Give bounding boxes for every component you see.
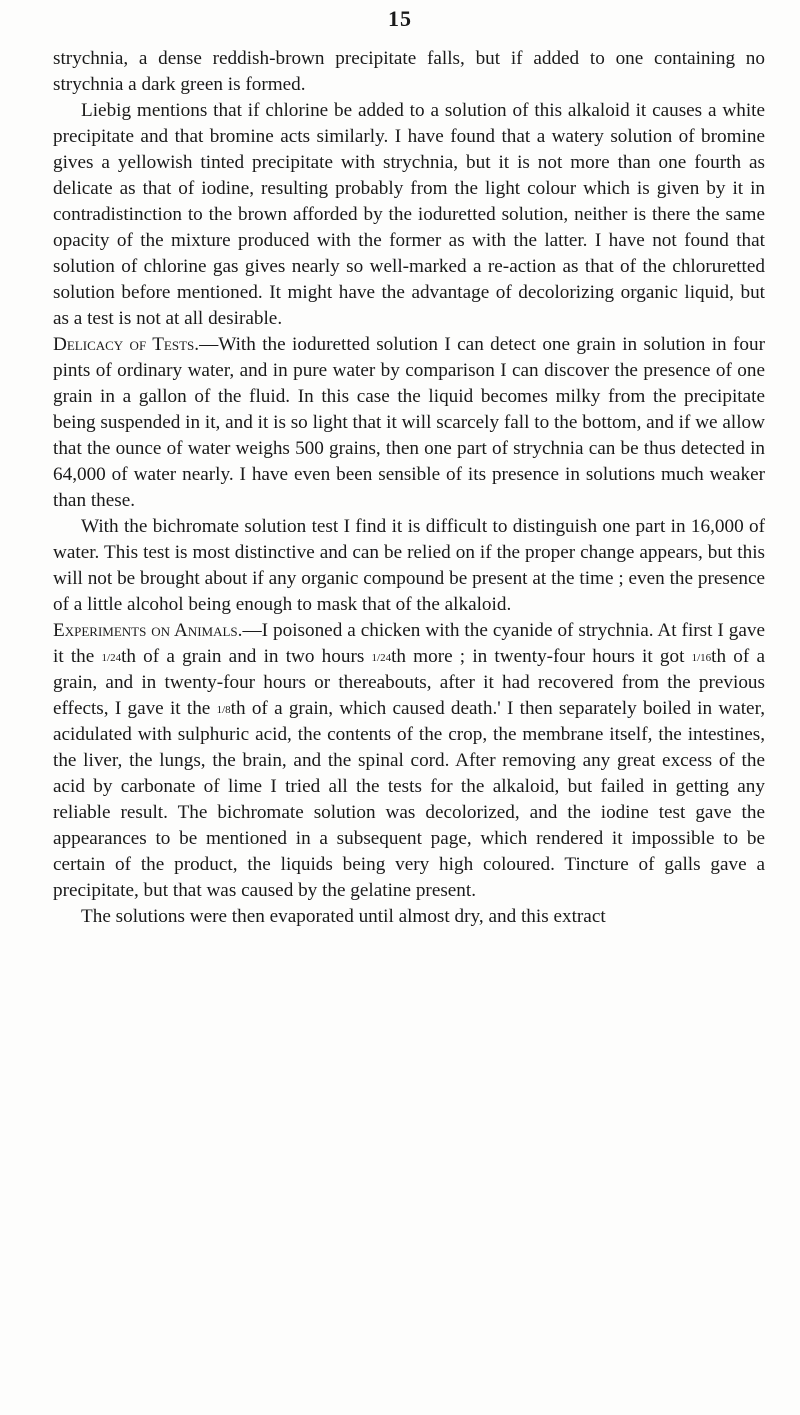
experiments-text-part: th of a grain, and in twenty-four hours or thereabouts, after it had recovered from the previous effects, I gave it the	[53, 646, 765, 719]
section-heading-delicacy: Delicacy of Tests.	[53, 334, 200, 355]
fraction: 1/24	[371, 651, 392, 664]
paragraph-continuation: strychnia, a dense reddish-brown precipitate falls, but if added to one containing no strychnia a dark green is formed.	[53, 48, 765, 95]
page-number: 15	[388, 6, 412, 31]
fraction: 1/8	[216, 703, 231, 716]
paragraph-delicacy-text: —With the ioduretted solution I can detect one grain in solution in four pints of ordinary water, and in pure water by comparison I can discover the presence of one grain in a gallon of the fluid. In this case the liquid becomes milky from the precipitate being suspended in it, and it is so light that it will scarcely fall to the bottom, and if we allow that the ounce of water weighs 500 grains, then one part of strychnia can be thus detected in 64,000 of water nearly. I have even been sensible of its presence in solutions much weaker than these.	[53, 334, 765, 511]
experiments-text-part: th of a grain and in two hours	[121, 646, 372, 667]
paragraph-bichromate: With the bichromate solution test I find it is difficult to distinguish one part in 16,000 of water. This test is most distinctive and can be relied on if the proper change appears, but this will not be brought about if any organic compound be present at the time ; even the presence of a little alcohol being enough to mask that of the alkaloid.	[53, 516, 765, 615]
fraction-denominator: 16	[700, 651, 712, 664]
paragraph-experiments	[53, 618, 765, 904]
fraction-numerator: 1	[371, 651, 377, 664]
experiments-text-part: th more ; in twenty-four hours it got	[391, 646, 692, 667]
fraction-numerator: 1	[691, 651, 698, 664]
fraction-numerator: 1	[216, 703, 223, 716]
fraction: 1/16	[691, 651, 712, 664]
fraction-denominator: 24	[380, 651, 392, 664]
experiments-text-part: th of a grain, which caused death.' I then separately boiled in water, acidulated with sulphuric acid, the contents of the crop, the membrane itself, the intestines, the liver, the lungs, the brain, and the spinal cord. After removing any great excess of the acid by carbonate of lime I tried all the tests for the alkaloid, but failed in getting any reliable result. The bichromate solution was decolorized, and the iodine test gave the appearances to be mentioned in a subsequent page, which rendered it impossible to be certain of the product, the liquids being very high coloured. Tincture of galls gave a precipitate, but that was caused by the gelatine present.	[53, 698, 765, 901]
section-heading-experiments: Experiments on Animals.	[53, 620, 243, 641]
body-text	[53, 46, 765, 930]
paragraph-delicacy	[53, 332, 765, 514]
fraction-denominator: 24	[110, 651, 122, 664]
experiments-text-part: —I poisoned a chicken with the cyanide of strychnia. At first I gave it the	[53, 620, 765, 667]
fraction: 1/24	[101, 651, 122, 664]
paragraph-evaporation: The solutions were then evaporated until almost dry, and this extract	[81, 906, 606, 927]
fraction-denominator: 8	[225, 703, 231, 716]
fraction-numerator: 1	[101, 651, 107, 664]
paragraph-liebig: Liebig mentions that if chlorine be added to a solution of this alkaloid it causes a white precipitate and that bromine acts similarly. I have found that a watery solution of bromine gives a yellowish tinted precipitate with strychnia, but it is not more than one fourth as delicate as that of iodine, resulting probably from the light colour which is given by it in contradistinction to the brown afforded by the ioduretted solution, neither is there the same opacity of the mixture produced with the former as with the latter. I have not found that solution of chlorine gas gives nearly so well-marked a re-action as that of the chloruretted solution before mentioned. It might have the advantage of decolorizing organic liquid, but as a test is not at all desirable.	[53, 100, 765, 329]
